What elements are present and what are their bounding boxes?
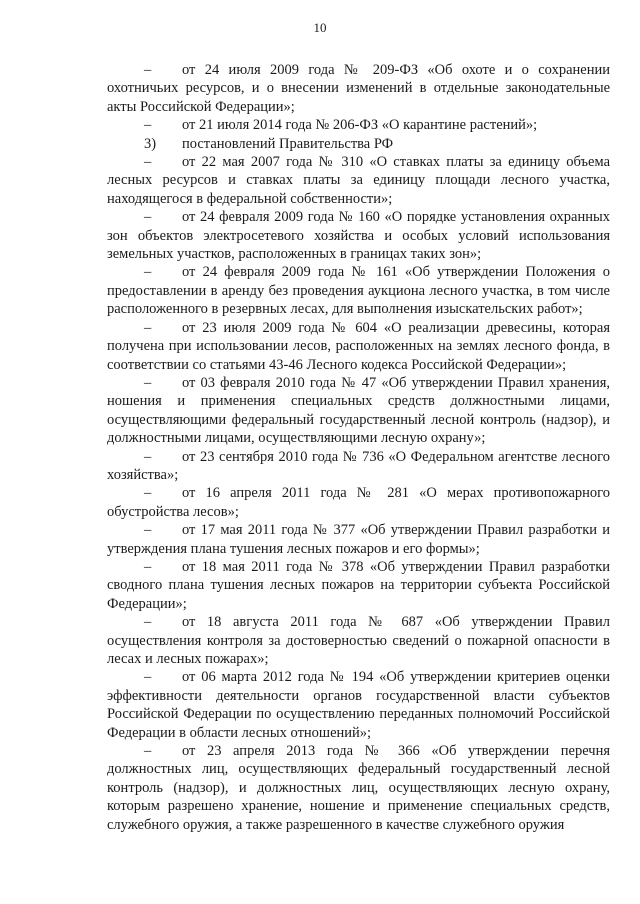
list-marker: –: [144, 374, 152, 391]
list-item: [107, 742, 610, 834]
list-marker: –: [144, 522, 152, 539]
list-item-text: от 24 февраля 2009 года № 160 «О порядке установления охранных зон объектов электросетевого хозяйства и особых условий использования земельных участков, расположенных в границах таких зон»;: [107, 209, 610, 263]
list-marker: –: [144, 743, 152, 760]
list-item-text: от 18 мая 2011 года № 378 «Об утверждении Правил разработки сводного плана тушения лесных пожаров на территории субъекта Российской Федерации»;: [107, 558, 610, 612]
document-body: [107, 61, 610, 834]
list-item-text: от 23 июля 2009 года № 604 «О реализации древесины, которая получена при использовании лесов, расположенных на землях лесного фонда, в соответствии со статьями 43-46 Лесного кодекса Российской Федерации»;: [107, 319, 610, 373]
list-marker: –: [144, 448, 152, 465]
list-item: [107, 153, 610, 208]
list-item: [107, 613, 610, 668]
list-marker: –: [144, 62, 152, 78]
list-marker: –: [144, 485, 152, 502]
list-item-text: от 23 сентября 2010 года № 736 «О Федеральном агентстве лесного хозяйства»;: [107, 448, 610, 483]
list-marker: –: [144, 558, 152, 575]
list-item: [107, 448, 610, 485]
list-marker: –: [144, 264, 152, 281]
list-item-text: от 06 марта 2012 года № 194 «Об утверждении критериев оценки эффективности деятельности органов государственной власти субъектов Российской Федерации по осуществлению переданных полномочий Российской Федерации в области лесных отношений»;: [107, 669, 610, 741]
page-number: 10: [313, 20, 327, 35]
list-marker: –: [144, 614, 152, 631]
list-item-text: от 16 апреля 2011 года № 281 «О мерах противопожарного обустройства лесов»;: [107, 485, 610, 520]
list-item: [107, 484, 610, 521]
list-item: [107, 558, 610, 613]
list-item: [107, 374, 610, 448]
list-item: [107, 668, 610, 742]
section-heading-item: [107, 135, 610, 153]
list-item: [107, 521, 610, 558]
list-item: [107, 116, 610, 134]
list-item-text: от 17 мая 2011 года № 377 «Об утверждении Правил разработки и утверждения плана тушения лесных пожаров и его формы»;: [107, 522, 610, 557]
list-item: [107, 61, 610, 116]
list-item-text: от 23 апреля 2013 года № 366 «Об утверждении перечня должностных лиц, осуществляющих федеральный государственный лесной контроль (надзор), и должностных лиц, осуществляющих лесную охрану, которым разрешено хранение, ношение и применение специальных средств, служебного оружия, а также разрешенного в качестве служебного оружия: [107, 743, 610, 833]
list-item-text: от 24 февраля 2009 года № 161 «Об утверждении Положения о предоставлении в аренду без проведения аукциона лесного участка, в том числе расположенного в резервных лесах, для выполнения изыскательских работ»;: [107, 264, 610, 318]
list-marker: –: [144, 669, 152, 686]
list-item: [107, 208, 610, 263]
list-marker: –: [144, 209, 152, 226]
list-marker: –: [144, 154, 152, 171]
list-marker: 3): [144, 135, 157, 152]
list-item-text: от 21 июля 2014 года № 206-ФЗ «О карантине растений»;: [182, 117, 538, 134]
list-item-text: от 22 мая 2007 года № 310 «О ставках платы за единицу объема лесных ресурсов и ставках платы за единицу площади лесного участка, находящегося в федеральной собственности»;: [107, 154, 610, 207]
list-item-text: постановлений Правительства РФ: [182, 135, 394, 152]
list-item: [107, 263, 610, 318]
list-item-text: от 03 февраля 2010 года № 47 «Об утверждении Правил хранения, ношения и применения специальных средств должностными лицами, осуществляющими федеральный государственный лесной контроль (надзор), и должностными лицами, осуществляющими лесную охрану»;: [107, 374, 610, 447]
list-item-text: от 18 августа 2011 года № 687 «Об утверждении Правил осуществления контроля за достоверностью сведений о пожарной опасности в лесах и лесных пожарах»;: [107, 614, 610, 667]
list-item-text: от 24 июля 2009 года № 209-ФЗ «Об охоте и о сохранении охотничьих ресурсов, и о внесении изменений в отдельные законодательные акты Российской Федерации»;: [107, 62, 610, 115]
list-marker: –: [144, 319, 152, 336]
list-marker: –: [144, 117, 152, 134]
list-item: [107, 319, 610, 374]
